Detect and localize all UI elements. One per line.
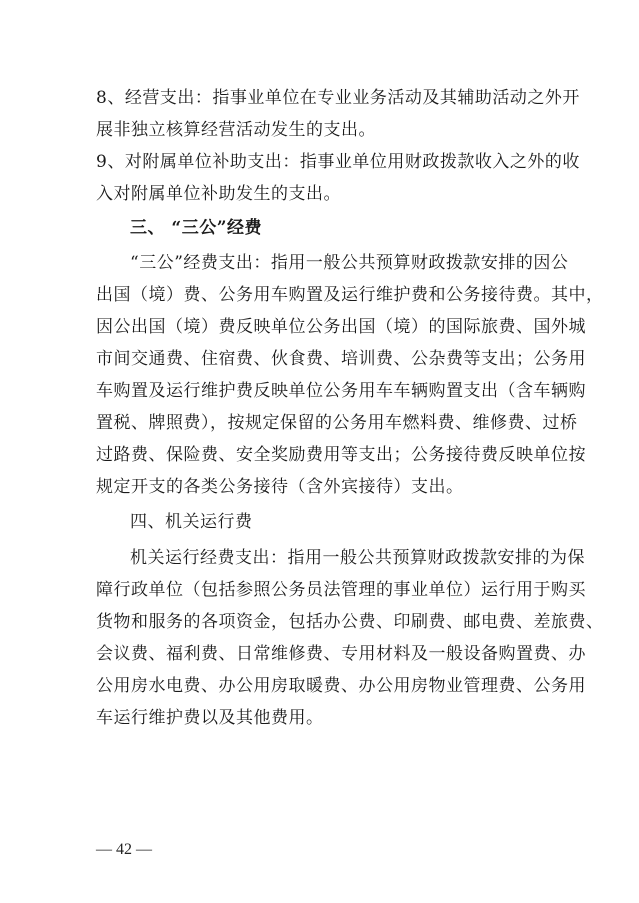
section3-paragraph-line: 市间交通费、住宿费、伙食费、培训费、公杂费等支出；公务用	[96, 349, 586, 369]
item8-line2: 展非独立核算经营活动发生的支出。	[96, 120, 376, 140]
section4-paragraph-line: 公用房水电费、办公用房取暖费、办公用房物业管理费、公务用	[96, 676, 586, 696]
section3-paragraph-line: 置税、牌照费），按规定保留的公务用车燃料费、维修费、过桥	[96, 413, 578, 433]
section3-paragraph-line: 规定开支的各类公务接待（含外宾接待）支出。	[96, 477, 464, 497]
item9-line2: 入对附属单位补助发生的支出。	[96, 184, 341, 204]
section4-paragraph-line: 障行政单位（包括参照公务员法管理的事业单位）运行用于购买	[96, 580, 586, 600]
section3-paragraph-line: 出国（境）费、公务用车购置及运行维护费和公务接待费。其中，	[96, 285, 604, 305]
item9-line1: 9、对附属单位补助支出：指事业单位用财政拨款收入之外的收	[96, 152, 580, 172]
section3-paragraph-line: 因公出国（境）费反映单位公务出国（境）的国际旅费、国外城	[96, 317, 586, 337]
section3-paragraph-line: 车购置及运行维护费反映单位公务用车车辆购置支出（含车辆购	[96, 381, 586, 401]
page-number: — 42 —	[96, 841, 152, 858]
section3-heading: 三、 “三公”经费	[130, 218, 262, 238]
section4-paragraph-line: 车运行维护费以及其他费用。	[96, 708, 324, 728]
section4-heading: 四、机关运行费	[130, 512, 253, 532]
section4-paragraph-line: 货物和服务的各项资金，包括办公费、印刷费、邮电费、差旅费、	[96, 612, 604, 632]
section4-paragraph-line: 机关运行经费支出：指用一般公共预算财政拨款安排的为保	[130, 548, 585, 568]
section3-paragraph-line: 过路费、保险费、安全奖励费用等支出；公务接待费反映单位按	[96, 445, 586, 465]
item8-line1: 8、经营支出：指事业单位在专业业务活动及其辅助活动之外开	[96, 88, 580, 108]
section4-paragraph-line: 会议费、福利费、日常维修费、专用材料及一般设备购置费、办	[96, 644, 586, 664]
section3-paragraph-line: “三公”经费支出：指用一般公共预算财政拨款安排的因公	[130, 253, 569, 273]
